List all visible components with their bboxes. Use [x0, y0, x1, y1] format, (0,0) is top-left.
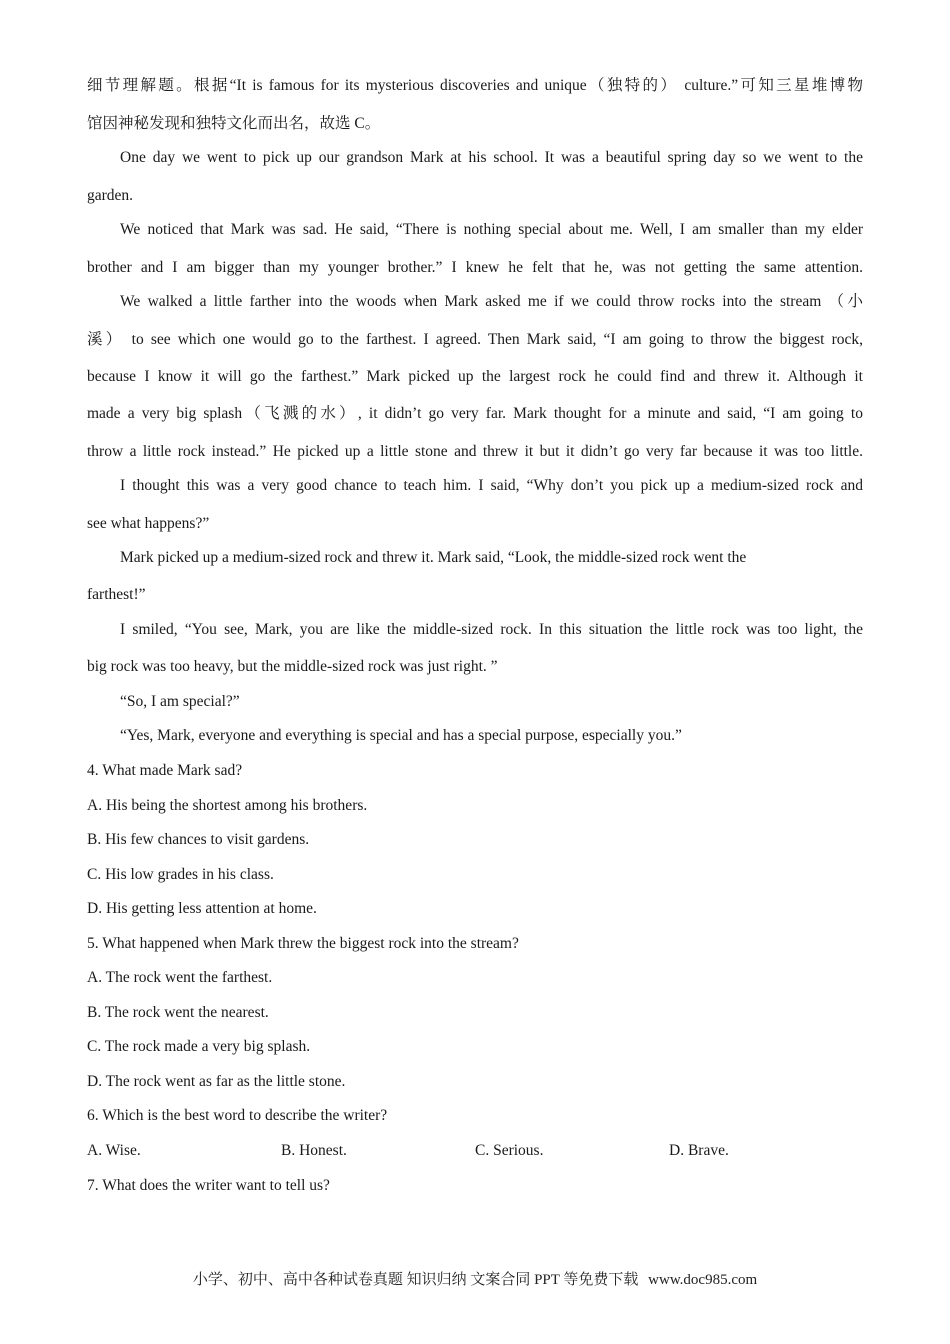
passage-p6-line-1: I smiled, “You see, Mark, you are like the middle-sized rock. In this situation the little rock was too light, the — [120, 621, 863, 638]
passage-p3-line-1: We walked a little farther into the woods when Mark asked me if we could throw rocks into the stream （小 — [120, 293, 863, 310]
passage-p5-line-1: Mark picked up a medium-sized rock and threw it. Mark said, “Look, the middle-sized rock went the — [120, 549, 747, 566]
passage-p8: “Yes, Mark, everyone and everything is special and has a special purpose, especially you.” — [120, 727, 682, 744]
question-5-option-b: B. The rock went the nearest. — [87, 1004, 269, 1021]
footer-url[interactable]: www.doc985.com — [648, 1272, 758, 1288]
passage-p4-line-2: see what happens?” — [87, 515, 210, 532]
question-5-stem: 5. What happened when Mark threw the biggest rock into the stream? — [87, 935, 519, 952]
explanation-line-1: 细节理解题。根据“It is famous for its mysterious discoveries and unique（独特的） culture.”可知三星堆博物 — [87, 77, 863, 94]
passage-p1-line-2: garden. — [87, 187, 134, 204]
question-5-option-c: C. The rock made a very big splash. — [87, 1038, 311, 1055]
question-4-option-c: C. His low grades in his class. — [87, 866, 274, 883]
passage-p3-line-4: made a very big splash（飞溅的水）, it didn’t go very far. Mark thought for a minute and said, “I am going to — [87, 405, 863, 422]
passage-p7: “So, I am special?” — [120, 693, 240, 710]
question-6-option-b: B. Honest. — [281, 1142, 347, 1159]
passage-p6-line-2: big rock was too heavy, but the middle-sized rock was just right. ” — [87, 658, 498, 675]
passage-p5-line-2: farthest!” — [87, 586, 146, 603]
question-6-option-a: A. Wise. — [87, 1142, 141, 1159]
explanation-line-2: 馆因神秘发现和独特文化而出名，故选 C。 — [87, 115, 381, 132]
passage-p1-line-1: One day we went to pick up our grandson Mark at his school. It was a beautiful spring day so we went to the — [120, 149, 863, 166]
question-4-option-d: D. His getting less attention at home. — [87, 900, 317, 917]
passage-p3-line-3: because I know it will go the farthest.” Mark picked up the largest rock he could find and threw it. Although it — [87, 368, 863, 385]
question-4-option-a: A. His being the shortest among his brothers. — [87, 797, 368, 814]
question-4-option-b: B. His few chances to visit gardens. — [87, 831, 310, 848]
passage-p3-line-2: 溪） to see which one would go to the farthest. I agreed. Then Mark said, “I am going to throw the biggest rock, — [87, 331, 863, 348]
footer-text: 小学、初中、高中各种试卷真题 知识归纳 文案合同 PPT 等免费下载 — [192, 1272, 639, 1288]
question-6-option-d: D. Brave. — [669, 1142, 729, 1159]
page-footer — [0, 1270, 950, 1290]
passage-p2-line-2: brother and I am bigger than my younger brother.” I knew he felt that he, was not getting the same attention. — [87, 259, 863, 276]
passage-p3-line-5: throw a little rock instead.” He picked up a little stone and threw it but it didn’t go very far because it was too little. — [87, 443, 863, 460]
question-4-stem: 4. What made Mark sad? — [87, 762, 243, 779]
question-7-stem: 7. What does the writer want to tell us? — [87, 1177, 330, 1194]
question-5-option-d: D. The rock went as far as the little stone. — [87, 1073, 346, 1090]
passage-p2-line-1: We noticed that Mark was sad. He said, “There is nothing special about me. Well, I am smaller than my elder — [120, 221, 863, 238]
question-6-stem: 6. Which is the best word to describe the writer? — [87, 1107, 388, 1124]
passage-p4-line-1: I thought this was a very good chance to teach him. I said, “Why don’t you pick up a medium-sized rock and — [120, 477, 863, 494]
question-5-option-a: A. The rock went the farthest. — [87, 969, 273, 986]
question-6-option-c: C. Serious. — [475, 1142, 544, 1159]
